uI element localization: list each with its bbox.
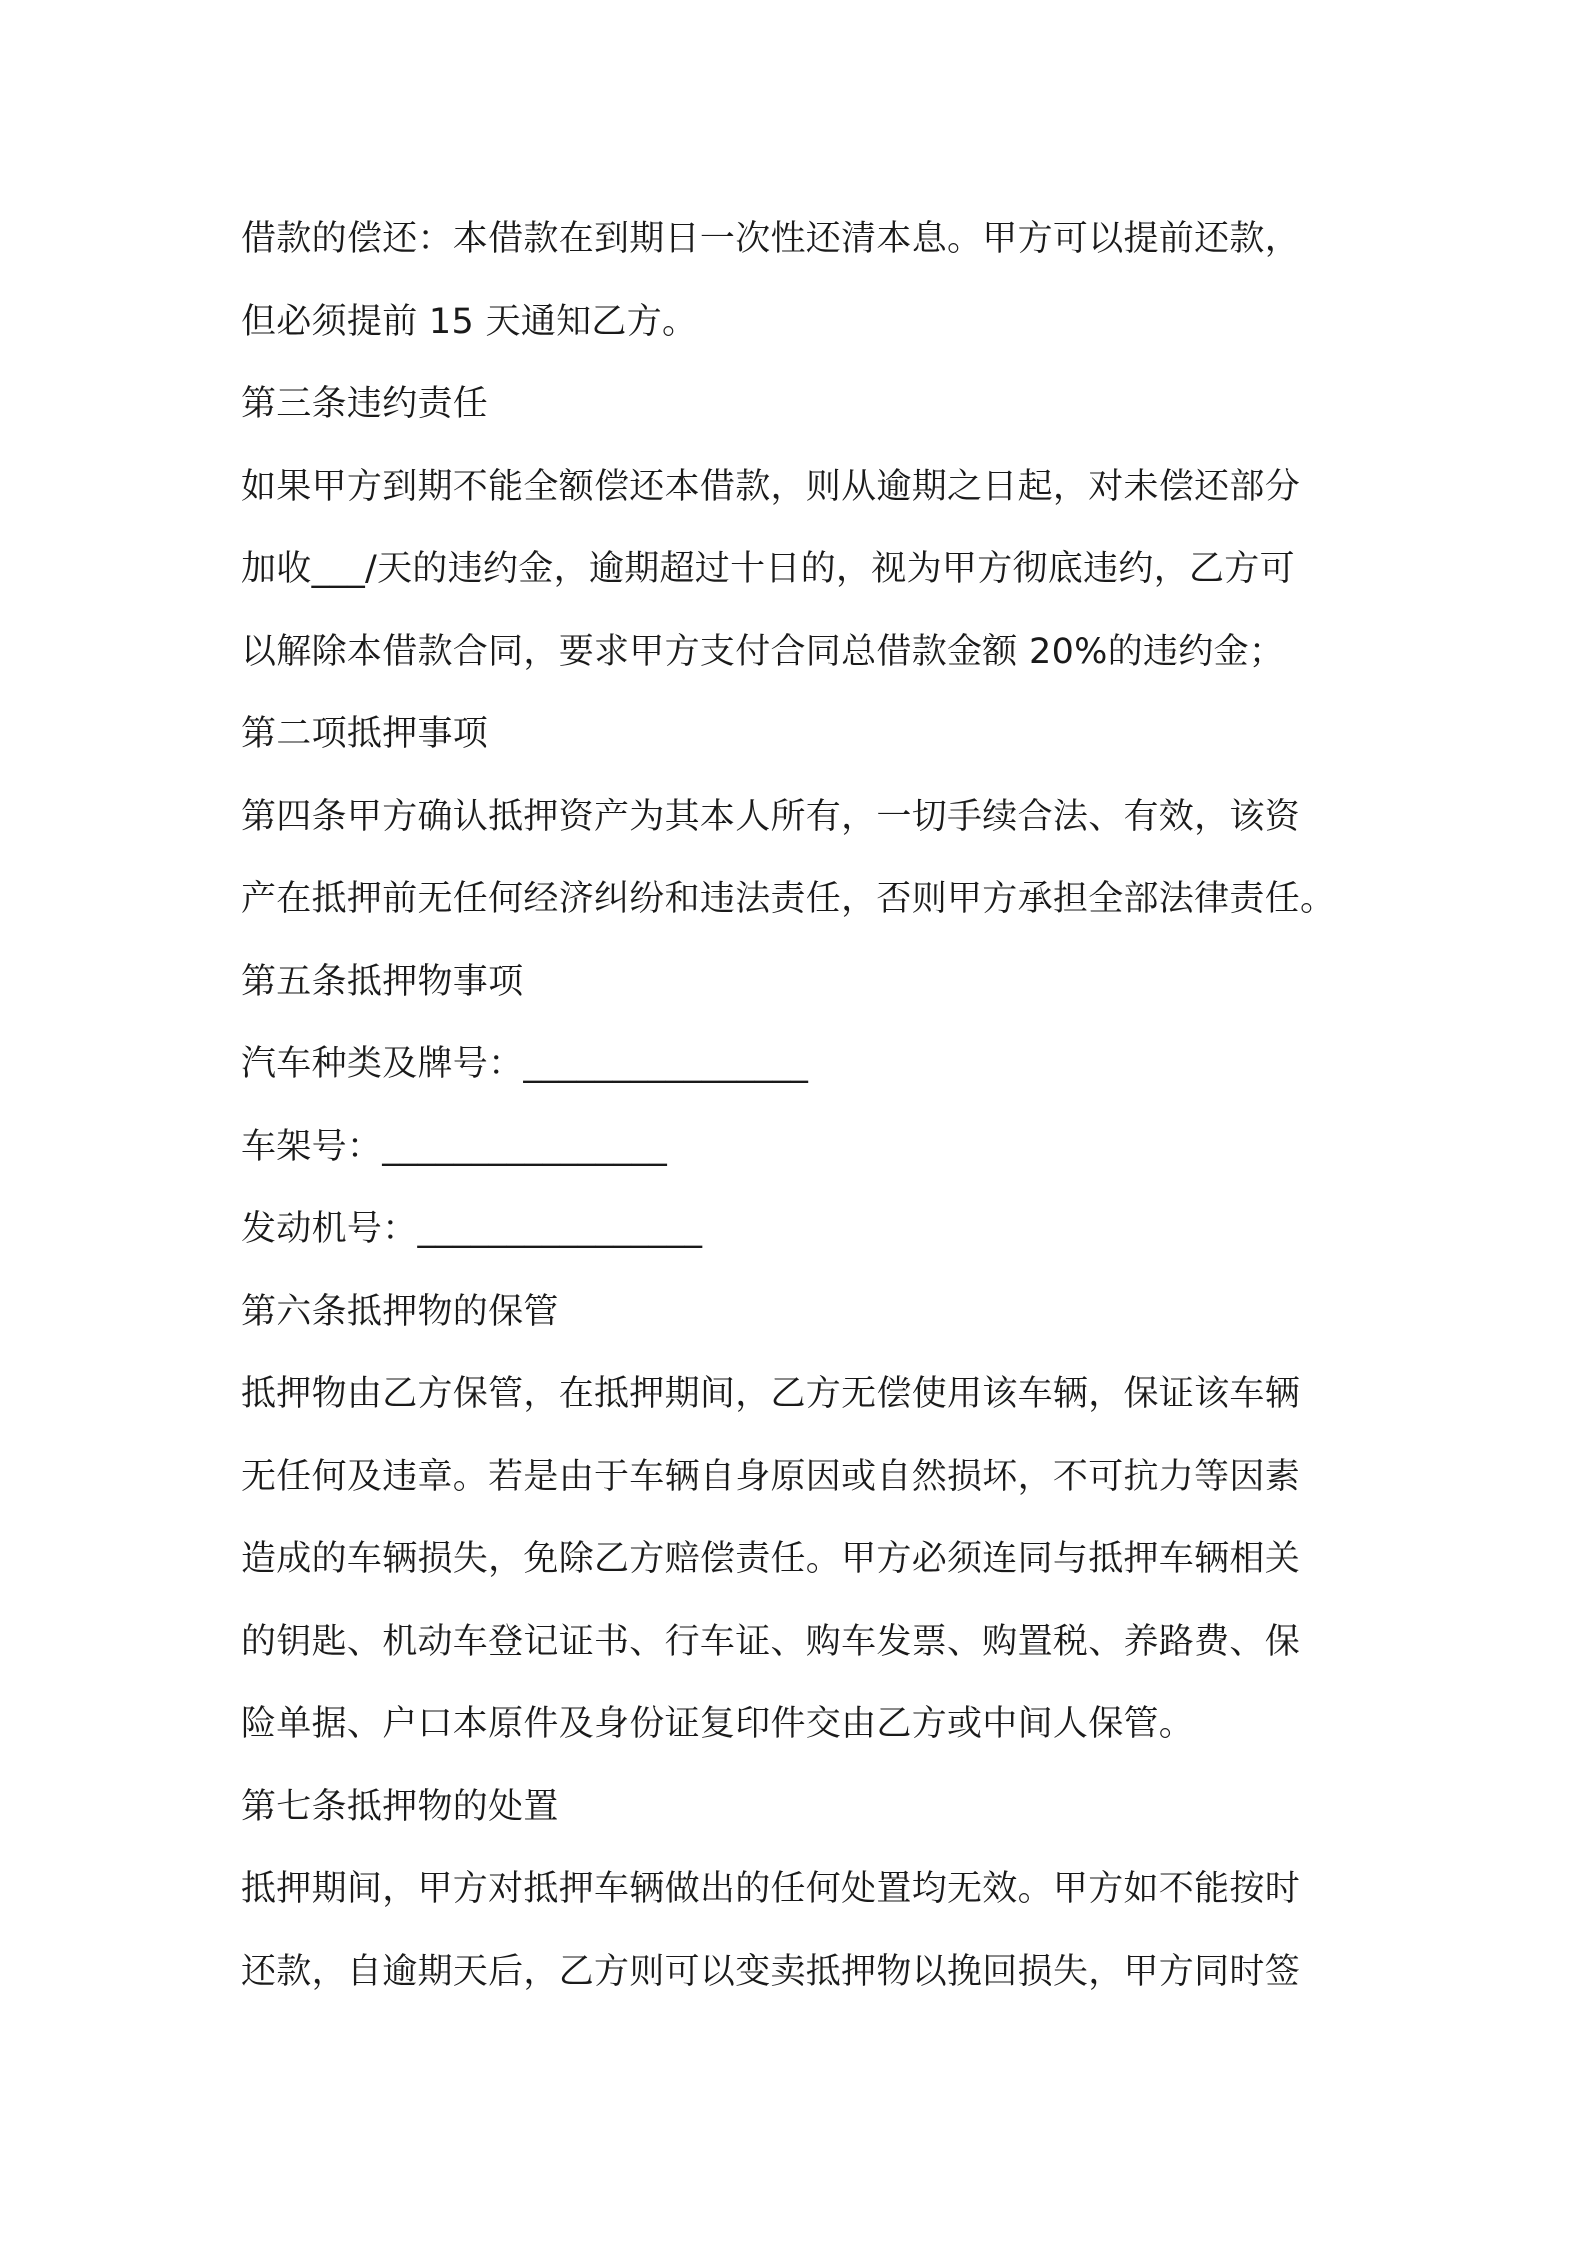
form-field-line: 发动机号：________________ [241,1209,703,1249]
text-line: 借款的偿还：本借款在到期日一次性还清本息。甲方可以提前还款， [241,219,1301,259]
text-line: 无任何及违章。若是由于车辆自身原因或自然损坏，不可抗力等因素 [241,1456,1301,1497]
section-heading: 第六条抵押物的保管 [241,1291,559,1332]
text-line: 以解除本借款合同，要求甲方支付合同总借款金额 20%的违约金； [241,631,1285,672]
text-line: 造成的车辆损失，免除乙方赔偿责任。甲方必须连同与抵押车辆相关 [241,1539,1301,1579]
text-line: 还款，自逾期天后，乙方则可以变卖抵押物以挽回损失，甲方同时签 [241,1951,1301,1992]
text-line: 第四条甲方确认抵押资产为其本人所有，一切手续合法、有效，该资 [241,796,1301,837]
text-line: 抵押期间，甲方对抵押车辆做出的任何处置均无效。甲方如不能按时 [241,1869,1301,1909]
form-field-line: 汽车种类及牌号：________________ [241,1044,809,1084]
section-heading: 第五条抵押物事项 [241,961,524,1002]
document-body [241,198,1381,2013]
text-line: 加收___/天的违约金，逾期超过十日的，视为甲方彻底违约，乙方可 [241,549,1295,589]
section-heading: 第七条抵押物的处置 [241,1786,559,1827]
text-line: 险单据、户口本原件及身份证复印件交由乙方或中间人保管。 [241,1704,1195,1744]
text-line: 的钥匙、机动车登记证书、行车证、购车发票、购置税、养路费、保 [241,1621,1301,1662]
section-heading: 第二项抵押事项 [241,714,489,754]
text-line: 如果甲方到期不能全额偿还本借款，则从逾期之日起，对未偿还部分 [241,466,1301,507]
text-line: 产在抵押前无任何经济纠纷和违法责任，否则甲方承担全部法律责任。 [241,879,1336,919]
text-line: 但必须提前 15 天通知乙方。 [241,301,698,342]
section-heading: 第三条违约责任 [241,384,489,424]
text-line: 抵押物由乙方保管，在抵押期间，乙方无偿使用该车辆，保证该车辆 [241,1374,1301,1414]
form-field-line: 车架号：________________ [241,1126,668,1167]
